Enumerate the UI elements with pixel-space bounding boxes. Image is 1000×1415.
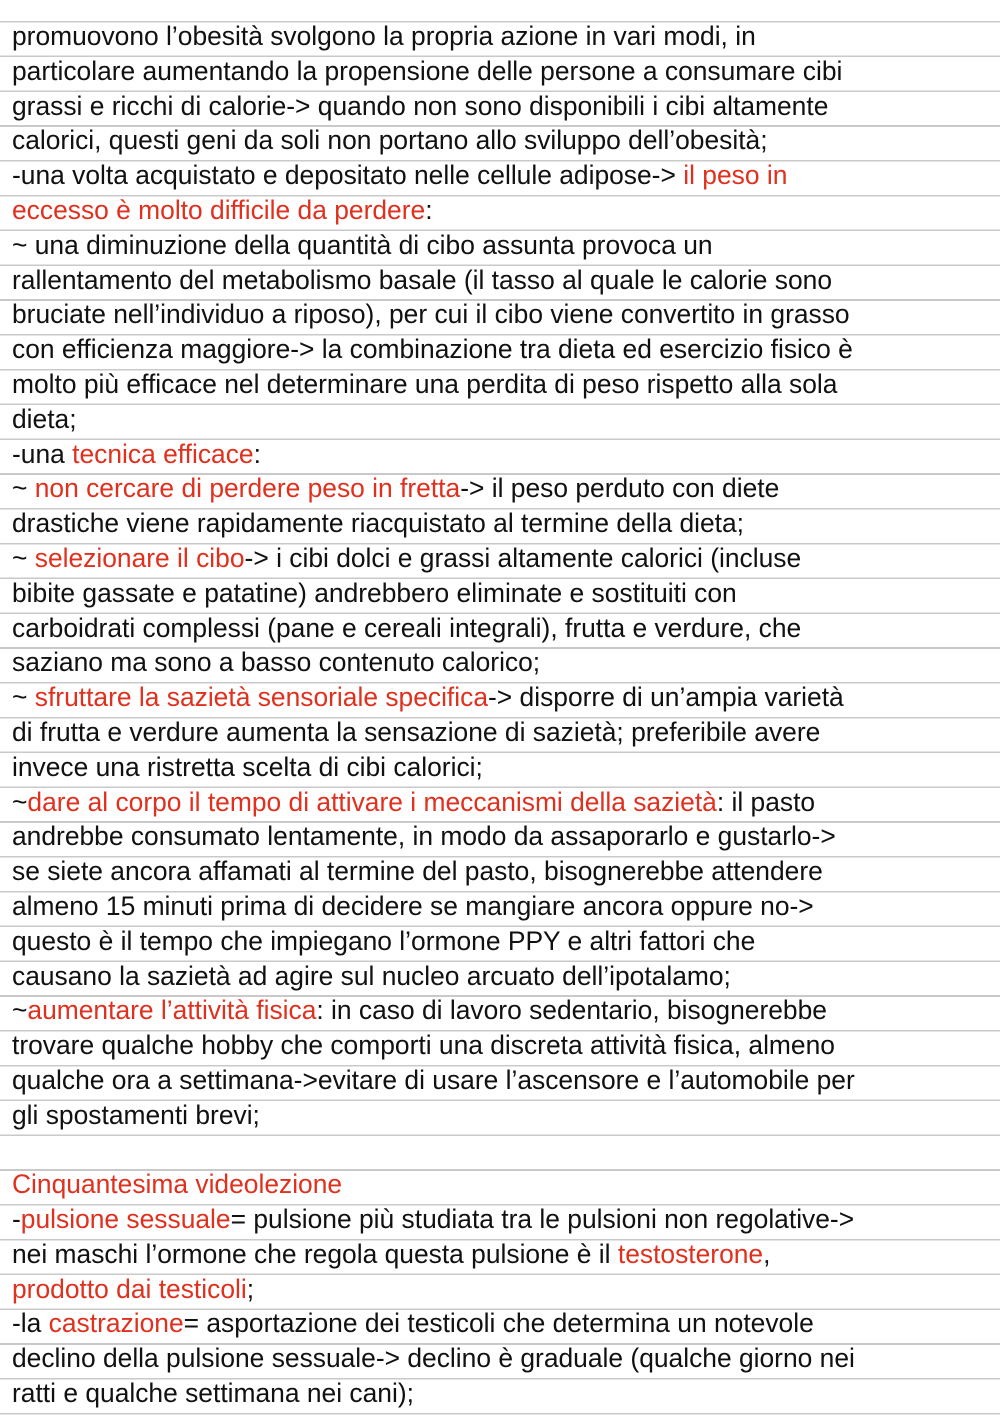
text-line [12,715,997,750]
text-span: declino della pulsione sessuale-> declino è graduale (qualche giorno nei [12,1343,855,1374]
text-span: andrebbe consumato lentamente, in modo da assaporarlo e gustarlo-> [12,821,836,852]
text-line [12,19,997,54]
text-span: ~ [12,786,28,817]
text-line [12,123,997,158]
text-span: = asportazione dei testicoli che determina un notevole [183,1308,814,1339]
highlighted-term: prodotto dai testicoli [12,1273,247,1304]
highlighted-term: non cercare di perdere peso in fretta [34,473,461,504]
text-line [12,193,997,228]
highlighted-term: pulsione sessuale [20,1204,231,1235]
text-span: -la [12,1308,49,1339]
text-span: almeno 15 minuti prima di decidere se mangiare ancora oppure no-> [12,890,814,921]
text-line [12,158,997,193]
text-span: dieta; [12,403,77,434]
text-line [12,1306,997,1341]
text-span: -una volta acquistato e depositato nelle cellule adipose-> [12,160,684,191]
text-span: promuovono l’obesità svolgono la propria azione in vari modi, in [12,21,756,51]
text-span: invece una ristretta scelta di cibi calorici; [12,751,483,782]
text-line [12,1133,997,1168]
text-line [12,959,997,994]
text-line [12,889,997,924]
text-span: grassi e ricchi di calorie-> quando non sono disponibili i cibi altamente [12,90,829,121]
text-line [12,1028,997,1063]
text-span: calorici, questi geni da soli non portano allo sviluppo dell’obesità; [12,125,768,156]
text-span: : il pasto [716,786,816,817]
text-line [12,924,997,959]
text-line [12,785,997,820]
text-span: nei maschi l’ormone che regola questa pulsione è il [12,1238,618,1269]
text-span: drastiche viene rapidamente riacquistato al termine della dieta; [12,508,745,539]
highlighted-term: sfruttare la sazietà sensoriale specifica [34,682,489,713]
text-line [12,1202,997,1237]
text-span: : in caso di lavoro sedentario, bisognerebbe [316,995,827,1026]
text-span: , [763,1238,771,1269]
text-line [12,854,997,889]
text-span: ; [246,1273,255,1304]
text-line [12,680,997,715]
text-span: carboidrati complessi (pane e cereali integrali), frutta e verdure, che [12,612,802,643]
text-line [12,89,997,124]
text-span: particolare aumentando la propensione delle persone a consumare cibi [12,55,843,86]
highlighted-term: Cinquantesima videolezione [12,1169,343,1200]
text-line [12,54,997,89]
page-text [12,19,997,1411]
text-line [12,645,997,680]
text-line [12,367,997,402]
highlighted-term: il peso in [683,160,788,191]
text-span: : [425,194,433,225]
text-span: -> il peso perduto con diete [460,473,780,504]
text-span: -una [12,438,73,469]
text-span: questo è il tempo che impiegano l’ormone PPY e altri fattori che [12,925,756,956]
text-span: ~ una diminuzione della quantità di cibo assunta provoca un [12,229,713,260]
text-span: = pulsione più studiata tra le pulsioni non regolative-> [230,1204,855,1235]
text-line [12,819,997,854]
text-line [12,263,997,298]
text-line [12,541,997,576]
highlighted-term: tecnica efficace [72,438,254,469]
text-line [12,1376,997,1411]
text-line [12,402,997,437]
text-line [12,228,997,263]
text-span: -> i cibi dolci e grassi altamente calorici (incluse [244,542,802,573]
text-line [12,1341,997,1376]
text-line [12,437,997,472]
text-line [12,1237,997,1272]
text-line [12,750,997,785]
text-span: ratti e qualche settimana nei cani); [12,1378,414,1409]
text-line [12,506,997,541]
text-span: ~ [12,473,35,504]
text-span: ~ [12,682,35,713]
highlighted-term: dare al corpo il tempo di attivare i meccanismi della sazietà [27,786,717,817]
highlighted-term: aumentare l’attività fisica [27,995,317,1026]
text-line [12,1063,997,1098]
text-line [12,297,997,332]
text-span: gli spostamenti brevi; [12,1099,260,1130]
text-line [12,471,997,506]
text-line [12,332,997,367]
text-span: qualche ora a settimana->evitare di usare l’ascensore e l’automobile per [12,1064,855,1095]
text-span: ~ [12,542,35,573]
text-span: saziano ma sono a basso contenuto calorico; [12,647,541,678]
text-span: ~ [12,995,28,1026]
text-line [12,576,997,611]
text-line [12,1098,997,1133]
text-span: : [253,438,261,469]
highlighted-term: selezionare il cibo [34,542,245,573]
text-line [12,611,997,646]
text-line [12,993,997,1028]
text-line [12,1272,997,1307]
text-span: di frutta e verdure aumenta la sensazione di sazietà; preferibile avere [12,716,821,747]
text-span: bibite gassate e patatine) andrebbero eliminate e sostituiti con [12,577,737,608]
text-span: -> disporre di un’ampia varietà [488,682,844,713]
text-span: con efficienza maggiore-> la combinazione tra dieta ed esercizio fisico è [12,334,853,365]
highlighted-term: castrazione [48,1308,184,1339]
text-span: rallentamento del metabolismo basale (il tasso al quale le calorie sono [12,264,833,295]
text-span: causano la sazietà ad agire sul nucleo arcuato dell’ipotalamo; [12,960,731,991]
highlighted-term: eccesso è molto difficile da perdere [12,194,426,225]
text-span: - [12,1204,21,1235]
text-span: bruciate nell’individuo a riposo), per cui il cibo viene convertito in grasso [12,299,850,330]
text-span: trovare qualche hobby che comporti una discreta attività fisica, almeno [12,1030,835,1061]
text-line [12,1167,997,1202]
text-span: molto più efficace nel determinare una perdita di peso rispetto alla sola [12,368,838,399]
highlighted-term: testosterone [617,1238,764,1269]
text-span: se siete ancora affamati al termine del pasto, bisognerebbe attendere [12,856,823,887]
